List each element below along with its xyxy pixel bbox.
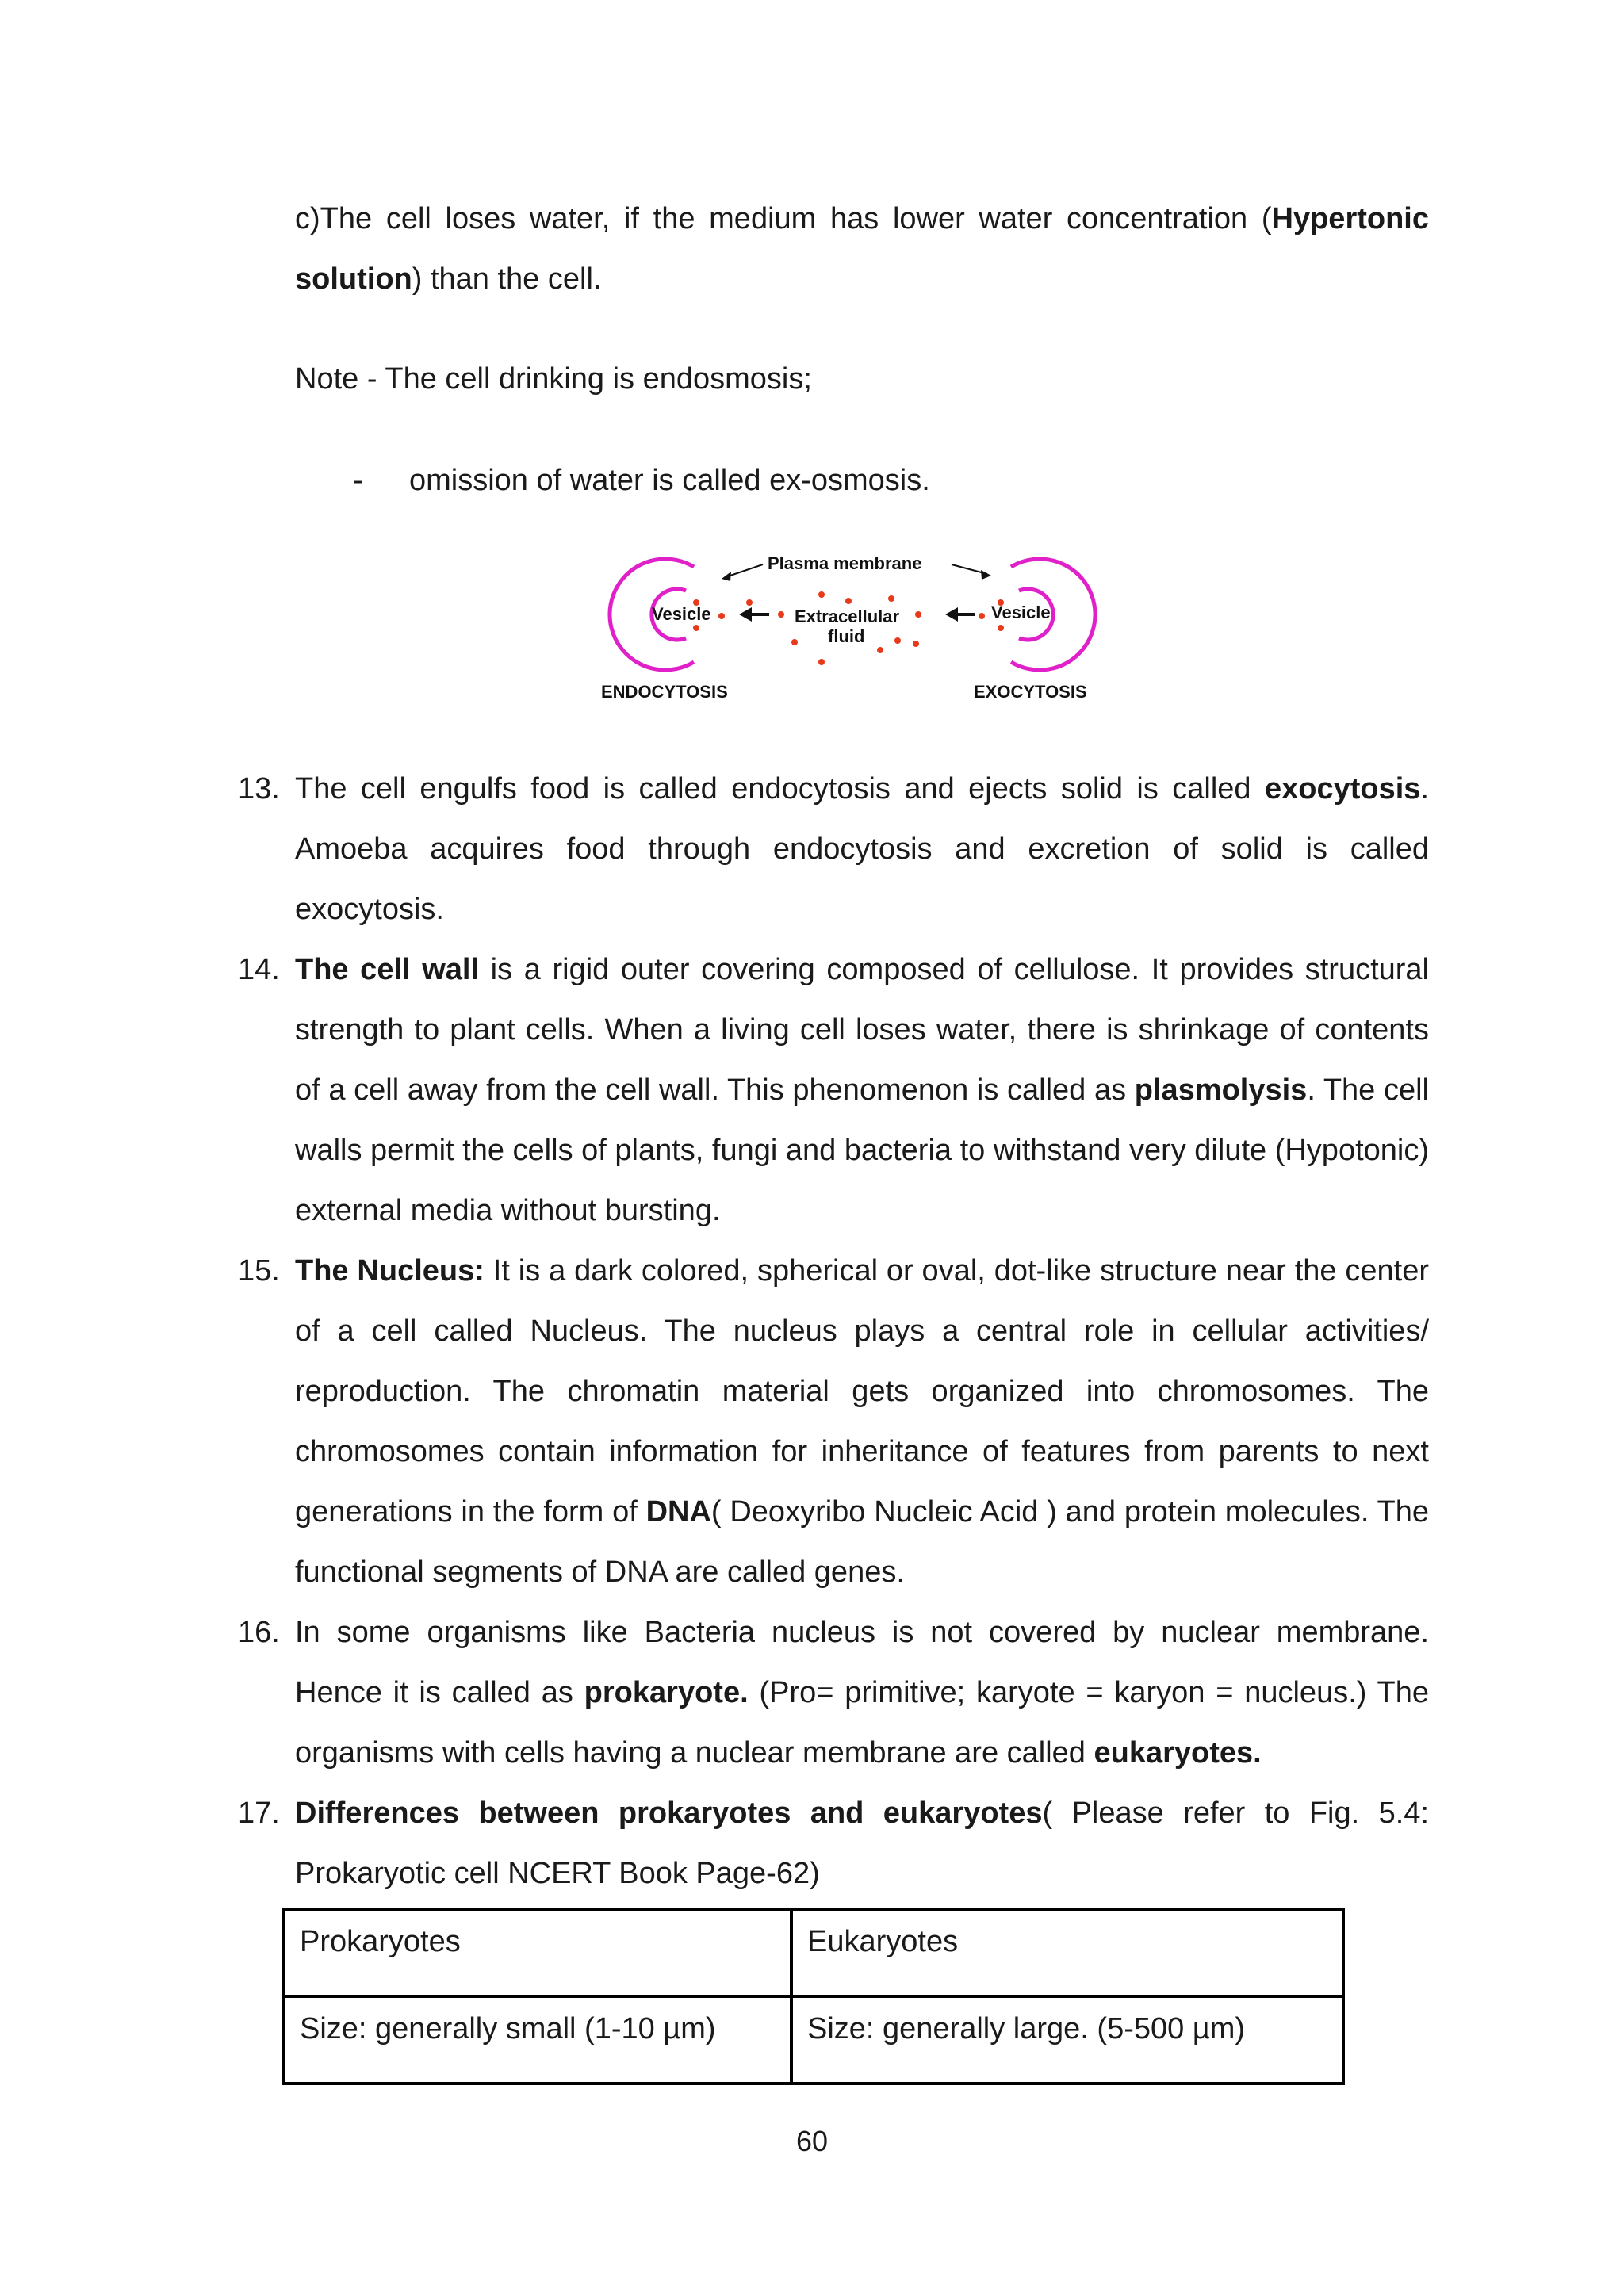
- table-row: [284, 1996, 1343, 2084]
- bold-term: Differences between prokaryotes and eukaryotes: [295, 1797, 1043, 1830]
- page-number: 60: [795, 2125, 829, 2157]
- item-number: 17.: [238, 1797, 280, 1830]
- list-dash: -: [353, 464, 363, 497]
- text-fragment: (Pro= primitive; karyote = karyon = nucleus.) The organisms with cells having a nuclear membrane are called: [295, 1676, 1429, 1770]
- bold-term: The cell wall: [295, 953, 480, 986]
- label-plasma-membrane: Plasma membrane: [768, 553, 922, 573]
- note-line: Note - The cell drinking is endosmosis;: [295, 362, 812, 396]
- text-fragment: It is a dark colored, spherical or oval, dot-like structure near the center of a cell called Nucleus. The nucleus plays a central role in cellular activities/ reproduction. The chromatin material gets organized into chromosomes. The chromosomes contain information for inheritance of features from parents to next generations in the form of: [295, 1254, 1429, 1529]
- table-header-cell: Eukaryotes: [791, 1909, 1343, 1996]
- item-text: [295, 1241, 1429, 1602]
- label-vesicle-left: Vesicle: [652, 604, 711, 624]
- label-extracellular: Extracellular: [795, 607, 900, 626]
- label-vesicle-right: Vesicle: [991, 603, 1051, 622]
- label-exocytosis: EXOCYTOSIS: [974, 682, 1087, 702]
- item-text: [295, 1783, 1429, 1904]
- dash-item-text: omission of water is called ex-osmosis.: [409, 464, 930, 497]
- text-fragment: . Amoeba acquires food through endocytosis and excretion of solid is called exocytosis.: [295, 772, 1429, 926]
- item-number: 15.: [238, 1254, 280, 1288]
- prokaryote-eukaryote-table: [282, 1908, 1345, 2085]
- item-text: [295, 759, 1429, 939]
- list-item-17: [238, 1783, 1429, 1904]
- table-cell: Size: generally large. (5-500 µm): [791, 1996, 1343, 2084]
- item-text: [295, 939, 1429, 1241]
- bold-term: plasmolysis: [1134, 1073, 1308, 1107]
- text-fragment: In some organisms like Bacteria nucleus is not covered by nuclear membrane. Hence it is called as: [295, 1616, 1429, 1709]
- list-item-16: [238, 1602, 1429, 1783]
- pointer-line-left: [726, 564, 763, 577]
- text-fragment: is a rigid outer covering composed of cellulose. It provides structural strength to plant cells. When a living cell loses water, there is shrinkage of contents of a cell away from the cell wall. This phenomenon is called as: [295, 953, 1429, 1107]
- bold-term: eukaryotes.: [1094, 1736, 1262, 1770]
- text-fragment: ) than the cell.: [412, 262, 602, 296]
- bold-term: Hypertonic solution: [295, 202, 1429, 296]
- list-item-14: [238, 939, 1429, 1241]
- endo-exocytosis-diagram: [587, 539, 1126, 714]
- pointer-head-left: [722, 572, 731, 581]
- bold-term: exocytosis: [1264, 772, 1421, 806]
- item-number: 16.: [238, 1616, 280, 1649]
- text-fragment: . The cell walls permit the cells of plants, fungi and bacteria to withstand very dilute (Hypotonic) external media without bursting.: [295, 1073, 1429, 1227]
- label-endocytosis: ENDOCYTOSIS: [601, 682, 728, 702]
- arrow-right-head: [945, 607, 958, 622]
- text-fragment: The cell engulfs food is called endocytosis and ejects solid is called: [295, 772, 1265, 806]
- list-item-15: [238, 1241, 1429, 1602]
- table-cell: Size: generally small (1-10 µm): [284, 1996, 791, 2084]
- endo-exocytosis-figure: [587, 539, 1126, 714]
- item-number: 14.: [238, 953, 280, 986]
- bold-term: The Nucleus:: [295, 1254, 485, 1288]
- table-header-row: [284, 1909, 1343, 1996]
- text-fragment: ( Please refer to Fig. 5.4: Prokaryotic cell NCERT Book Page-62): [295, 1797, 1430, 1890]
- paragraph-hypertonic: [295, 189, 1429, 309]
- list-item-13: [238, 759, 1429, 939]
- text-fragment: ( Deoxyribo Nucleic Acid ) and protein molecules. The functional segments of DNA are called genes.: [295, 1495, 1429, 1589]
- bold-term: DNA: [645, 1495, 711, 1529]
- bold-term: prokaryote.: [584, 1676, 749, 1709]
- label-fluid: fluid: [828, 626, 865, 646]
- item-number: 13.: [238, 772, 280, 806]
- table-header-cell: Prokaryotes: [284, 1909, 791, 1996]
- text-fragment: c)The cell loses water, if the medium has lower water concentration (: [295, 202, 1272, 235]
- item-text: [295, 1602, 1429, 1783]
- arrow-left-head: [739, 607, 752, 622]
- pointer-head-right: [981, 570, 991, 580]
